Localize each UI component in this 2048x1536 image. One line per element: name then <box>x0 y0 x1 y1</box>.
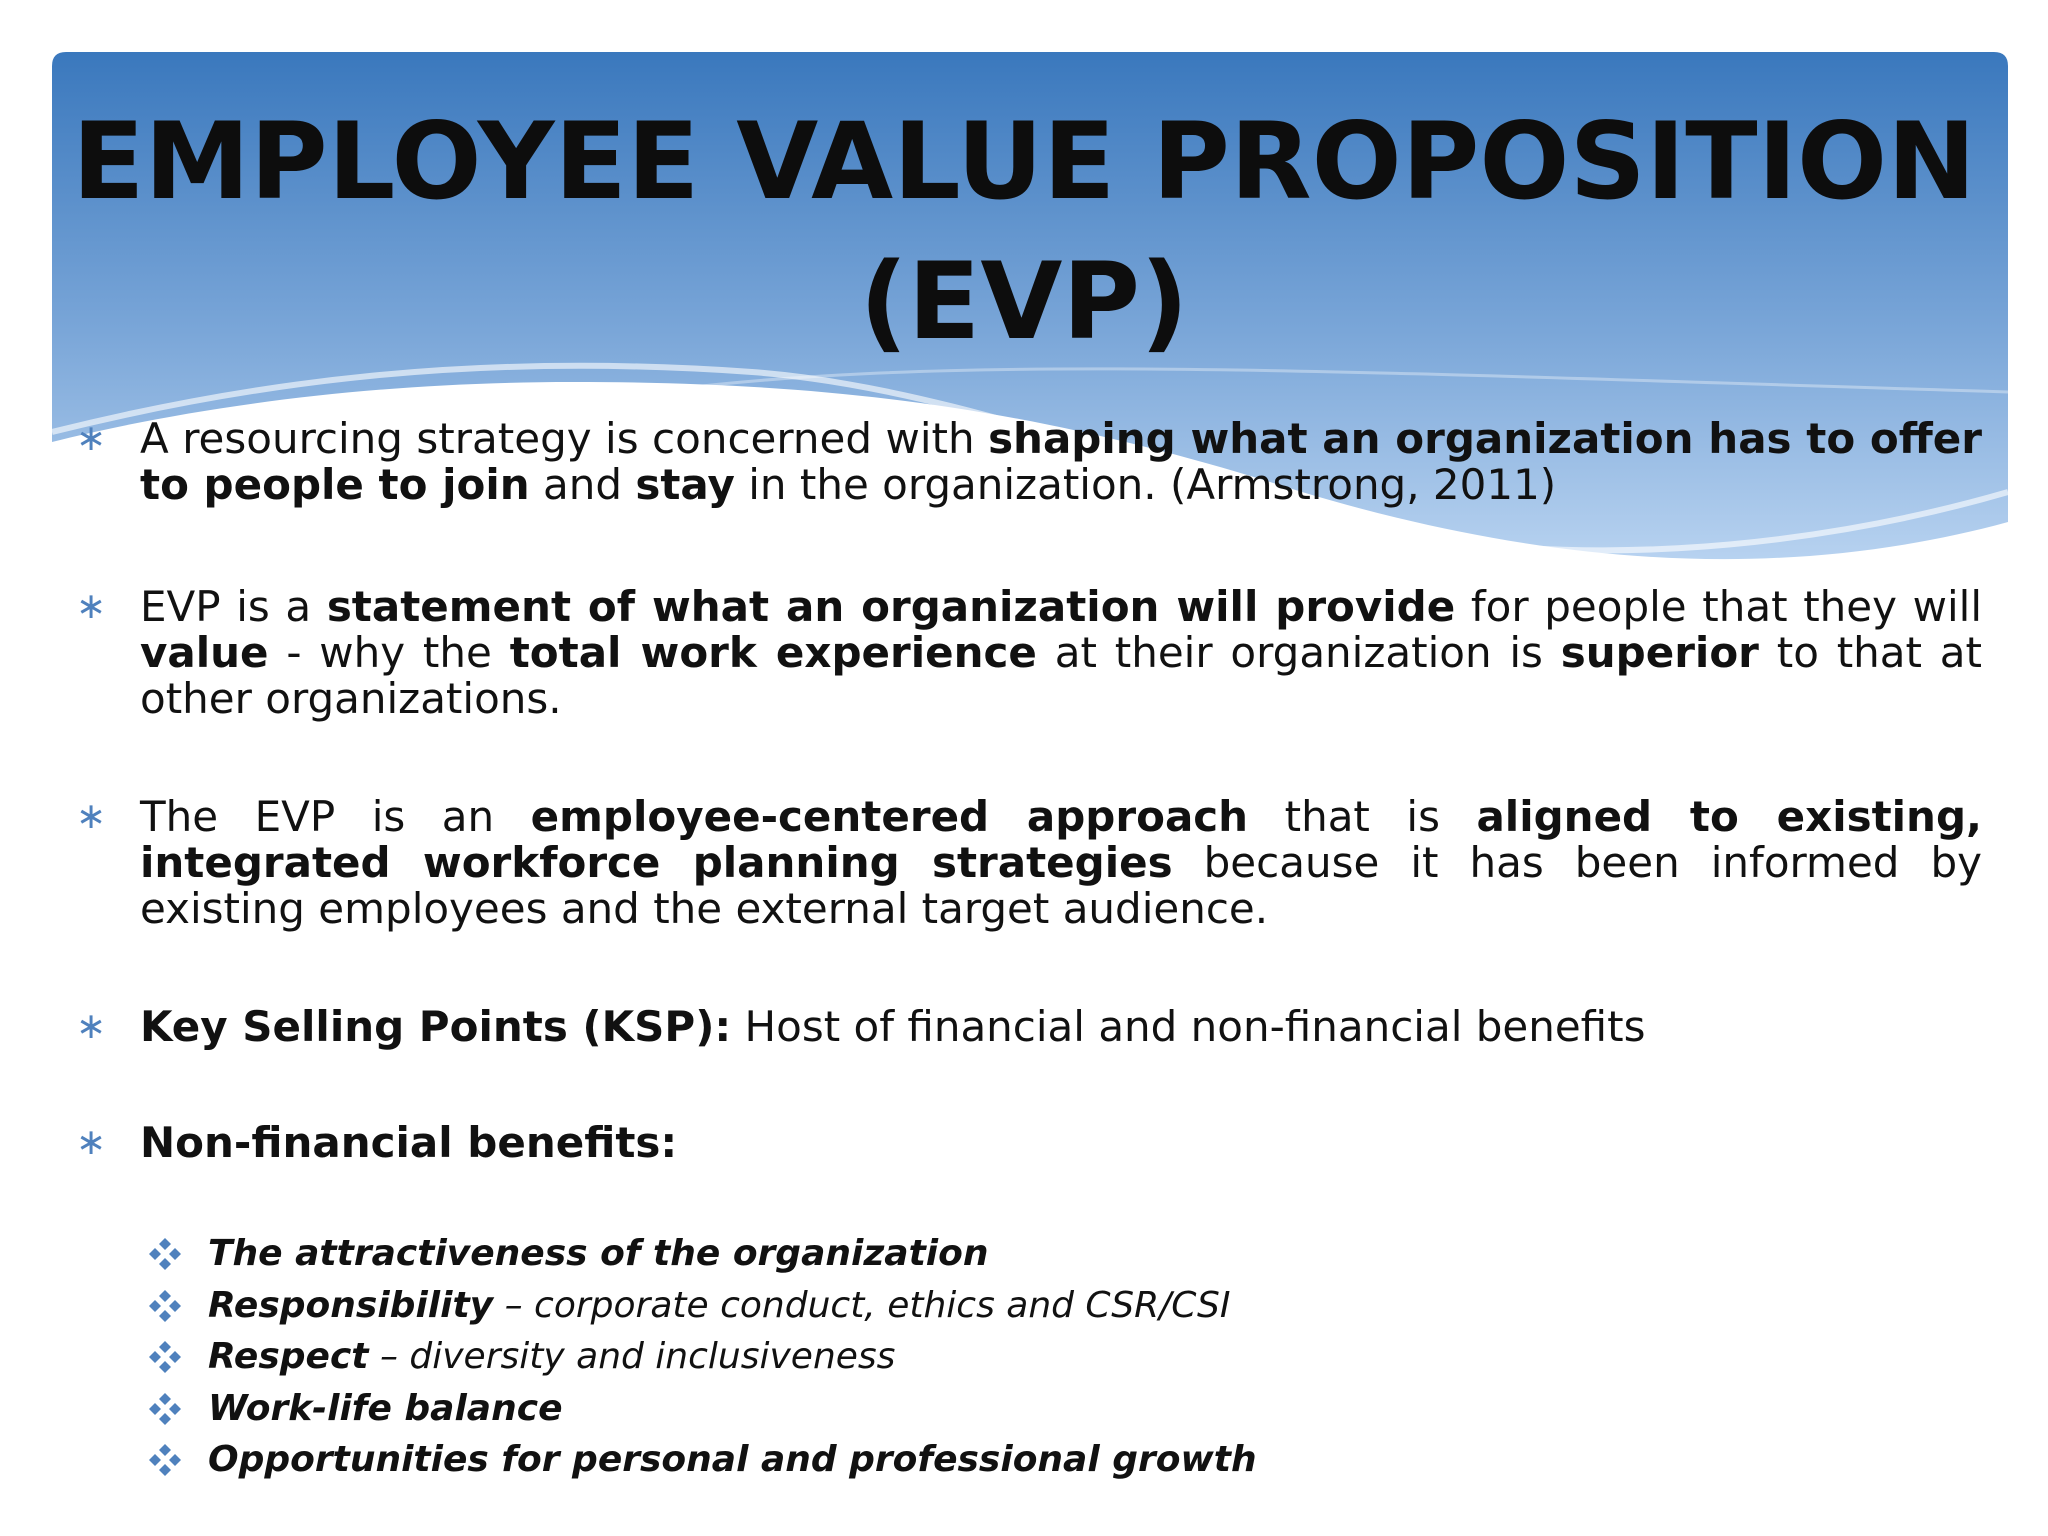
sub-bullet-item <box>148 1383 1448 1435</box>
bullet-star-icon: ∗ <box>76 586 107 627</box>
sub-bullet-bold-text: The attractiveness of the organization <box>208 1233 989 1274</box>
sub-bullet-list <box>148 1228 1448 1486</box>
sub-bullet-text: – corporate conduct, ethics and CSR/CSI <box>493 1284 1231 1326</box>
sub-bullet-bold-text: Respect <box>208 1336 369 1377</box>
sub-bullet-item <box>148 1228 1448 1280</box>
bullet-star-icon: ∗ <box>76 418 107 459</box>
bullet-item <box>76 1004 1982 1050</box>
sub-bullet-bold-text: Opportunities for personal and professional growth <box>208 1439 1257 1480</box>
sub-bullet-item <box>148 1280 1448 1332</box>
sub-bullet-item <box>148 1434 1448 1486</box>
diamond-bullet-icon <box>148 1443 182 1477</box>
bullet-item <box>76 794 1982 932</box>
sub-bullet-text: – diversity and inclusiveness <box>368 1336 896 1377</box>
diamond-bullet-icon <box>148 1289 182 1323</box>
diamond-bullet-icon <box>148 1392 182 1426</box>
sub-bullet-item <box>148 1331 1448 1383</box>
sub-bullet-bold-text: Work-life balance <box>208 1387 563 1429</box>
bullet-star-icon: ∗ <box>76 796 107 837</box>
bullet-item <box>76 416 1982 508</box>
slide-title: EMPLOYEE VALUE PROPOSITION (EVP) <box>72 100 1976 363</box>
sub-bullet-bold-text: Responsibility <box>208 1284 494 1326</box>
bullet-text: Key Selling Points (KSP): Host of financial and non-financial benefits <box>140 1002 1646 1051</box>
bullet-text: A resourcing strategy is concerned with shaping what an organization has to offer to people to join and stay in the organization. (Armstrong, 2011) <box>140 414 1982 509</box>
bullet-text: EVP is a statement of what an organization will provide for people that they will value - why the total work experience at their organization is superior to that at other organizations. <box>140 582 1983 723</box>
bullet-text: The EVP is an employee-centered approach that is aligned to existing, integrated workforce planning strategies because it has been informed by existing employees and the external target audience. <box>140 792 1982 933</box>
bullet-star-icon: ∗ <box>76 1122 107 1163</box>
diamond-bullet-icon <box>148 1237 182 1271</box>
bullet-item <box>76 1120 1982 1166</box>
bullet-text: Non-financial benefits: <box>140 1118 678 1167</box>
bullet-item <box>76 584 1982 722</box>
bullet-star-icon: ∗ <box>76 1006 107 1047</box>
diamond-bullet-icon <box>148 1340 182 1374</box>
